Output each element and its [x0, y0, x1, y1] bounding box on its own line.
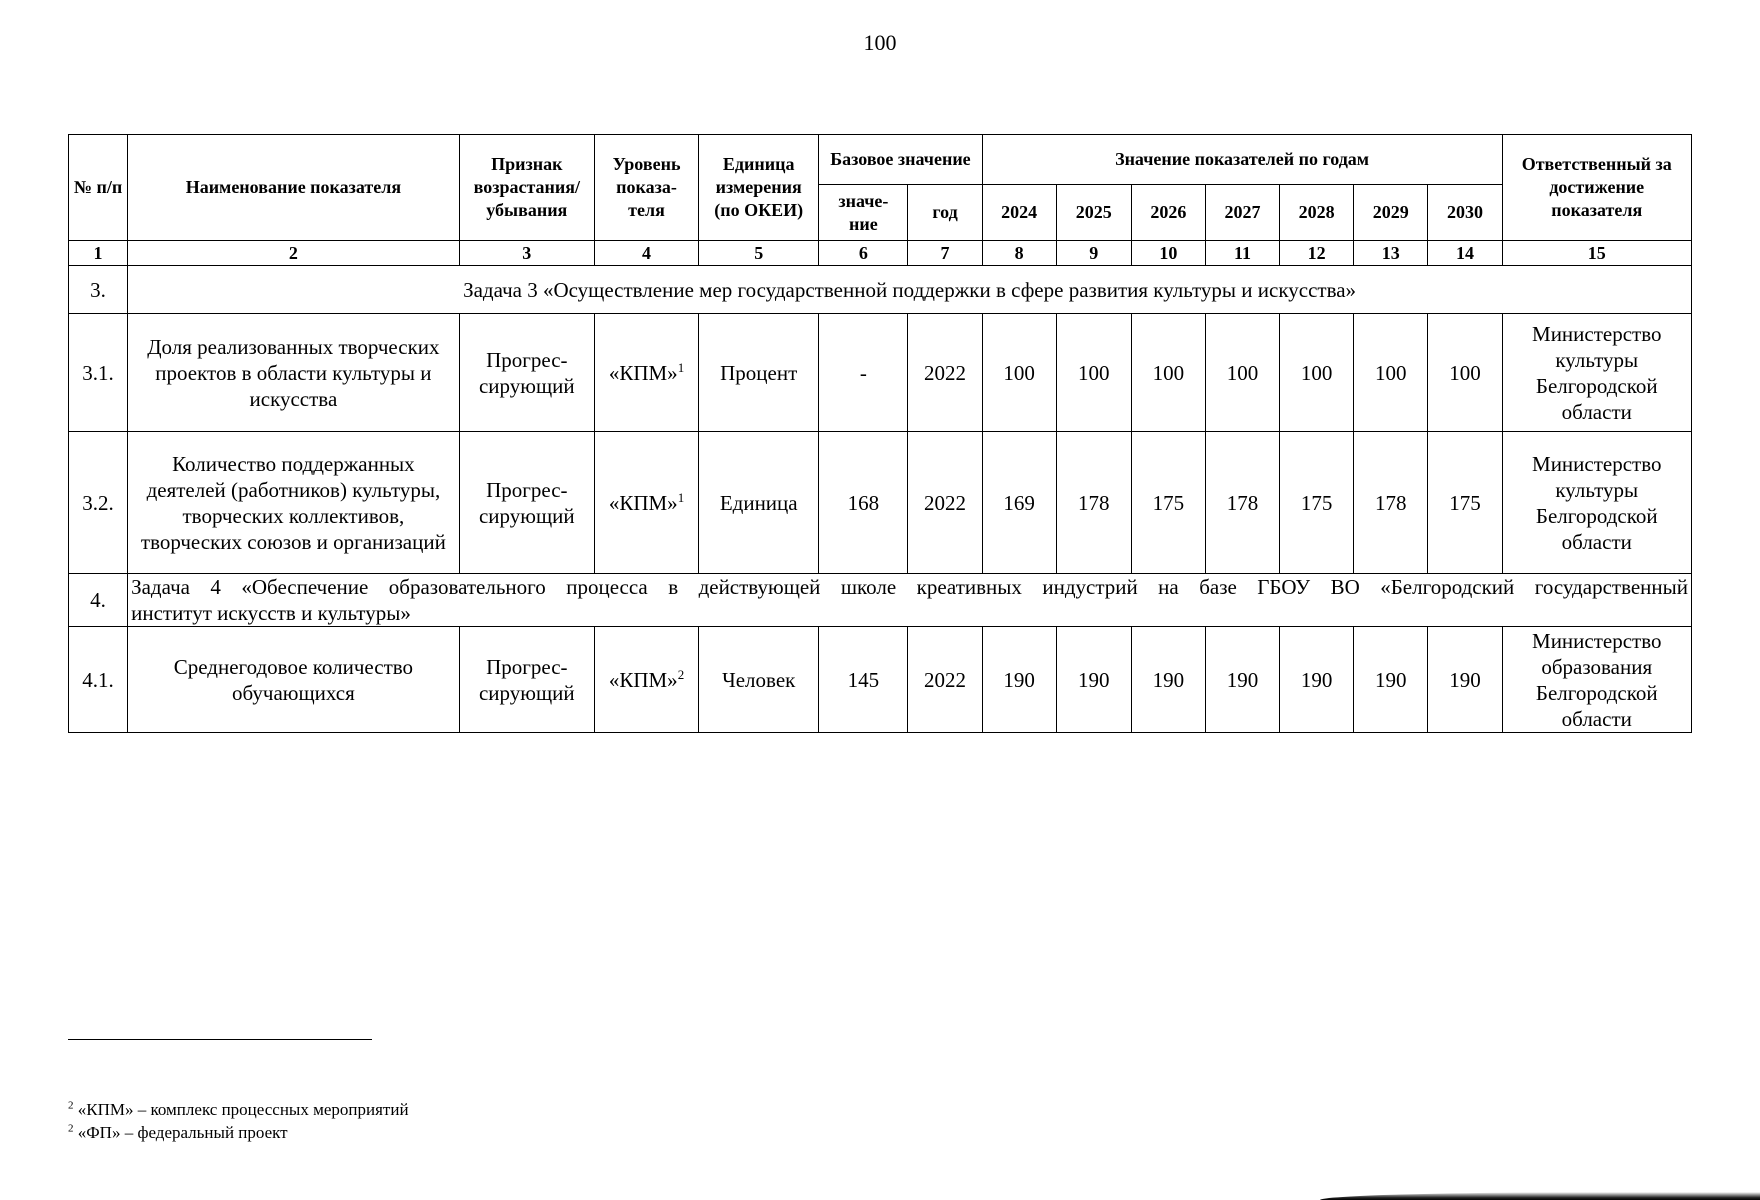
level-text: «КПМ»: [608, 360, 678, 385]
header-name: Наименование показателя: [128, 135, 460, 241]
year-value: 100: [1205, 314, 1279, 432]
indicator-unit: Единица: [699, 432, 819, 574]
column-number: 10: [1131, 241, 1205, 266]
column-number: 5: [699, 241, 819, 266]
year-value: 190: [1354, 627, 1428, 733]
header-level: Уровень показа- теля: [594, 135, 698, 241]
header-years-group: Значение показателей по годам: [982, 135, 1502, 185]
year-value: 190: [982, 627, 1056, 733]
year-value: 175: [1280, 432, 1354, 574]
task-title-line: институт искусств и культуры»: [131, 601, 411, 625]
indicators-table: [68, 134, 1692, 733]
scan-edge-shadow: [1320, 1192, 1760, 1200]
row-num: 4.1.: [69, 627, 128, 733]
column-number: 2: [128, 241, 460, 266]
level-text: «КПМ»: [608, 667, 678, 692]
year-value: 175: [1131, 432, 1205, 574]
indicator-level: [594, 432, 698, 574]
column-number: 12: [1280, 241, 1354, 266]
row-num: 3.1.: [69, 314, 128, 432]
footnote-text: «КПМ» – комплекс процессных мероприятий: [77, 1100, 409, 1119]
column-number: 9: [1056, 241, 1131, 266]
task-num: 3.: [69, 266, 128, 314]
year-value: 100: [1280, 314, 1354, 432]
header-year: 2028: [1280, 185, 1354, 241]
year-value: 190: [1280, 627, 1354, 733]
task-row: [69, 574, 1692, 627]
indicator-name: Среднегодовое количество обучающихся: [128, 627, 460, 733]
column-number: 7: [908, 241, 982, 266]
year-value: 100: [1131, 314, 1205, 432]
indicator-name: Количество поддержанных деятелей (работников) культуры, творческих коллективов, творческих союзов и организаций: [128, 432, 460, 574]
indicator-name: Доля реализованных творческих проектов в области культуры и искусства: [128, 314, 460, 432]
column-number: 8: [982, 241, 1056, 266]
year-value: 100: [982, 314, 1056, 432]
year-value: 175: [1428, 432, 1502, 574]
year-value: 178: [1205, 432, 1279, 574]
indicator-level: [594, 314, 698, 432]
base-year: 2022: [908, 314, 982, 432]
indicator-sign: Прогрес- сирующий: [459, 627, 594, 733]
year-value: 190: [1205, 627, 1279, 733]
footnote-ref: 1: [677, 489, 685, 505]
task-title-line: Задача 4 «Обеспечение образовательного процесса в действующей школе креативных индустрий на базе ГБОУ ВО «Белгородский государственный: [131, 575, 1688, 599]
column-number: 13: [1354, 241, 1428, 266]
task-title: [128, 574, 1692, 627]
indicator-sign: Прогрес- сирующий: [459, 432, 594, 574]
responsible: Министерство культуры Белгородской области: [1502, 314, 1691, 432]
footnote: [68, 1121, 409, 1144]
footnote-text: «ФП» – федеральный проект: [77, 1123, 288, 1142]
indicator-sign: Прогрес- сирующий: [459, 314, 594, 432]
column-number: 3: [459, 241, 594, 266]
header-unit: Единица измерения (по ОКЕИ): [699, 135, 819, 241]
footnotes: [68, 1098, 409, 1144]
table-row: [69, 432, 1692, 574]
year-value: 100: [1354, 314, 1428, 432]
header-responsible: Ответственный за достижение показателя: [1502, 135, 1691, 241]
task-num: 4.: [69, 574, 128, 627]
footnote-separator: [68, 1039, 372, 1040]
year-value: 178: [1056, 432, 1131, 574]
header-base: Базовое значение: [819, 135, 982, 185]
year-value: 169: [982, 432, 1056, 574]
indicator-level: [594, 627, 698, 733]
header-year: 2026: [1131, 185, 1205, 241]
header-year: 2024: [982, 185, 1056, 241]
header-year: 2029: [1354, 185, 1428, 241]
table-row: [69, 314, 1692, 432]
footnote-mark: 2: [68, 1099, 74, 1112]
header-sign: Признак возрастания/ убывания: [459, 135, 594, 241]
row-num: 3.2.: [69, 432, 128, 574]
column-number: 6: [819, 241, 908, 266]
year-value: 100: [1428, 314, 1502, 432]
footnote-mark: 2: [68, 1122, 74, 1135]
task-title: Задача 3 «Осуществление мер государственной поддержки в сфере развития культуры и искусства»: [128, 266, 1692, 314]
header-num: № п/п: [69, 135, 128, 241]
header-year: 2030: [1428, 185, 1502, 241]
header-year: 2025: [1056, 185, 1131, 241]
column-number: 11: [1205, 241, 1279, 266]
year-value: 190: [1428, 627, 1502, 733]
year-value: 178: [1354, 432, 1428, 574]
indicator-unit: Человек: [699, 627, 819, 733]
header-base-value: значе- ние: [819, 185, 908, 241]
column-number: 4: [594, 241, 698, 266]
level-text: «КПМ»: [608, 490, 678, 515]
column-number: 15: [1502, 241, 1691, 266]
column-number: 14: [1428, 241, 1502, 266]
column-number-row: [69, 241, 1692, 266]
responsible: Министерство образования Белгородской области: [1502, 627, 1691, 733]
task-row: [69, 266, 1692, 314]
indicator-unit: Процент: [699, 314, 819, 432]
footnote: [68, 1098, 409, 1121]
year-value: 190: [1056, 627, 1131, 733]
base-value: 168: [819, 432, 908, 574]
footnote-ref: 1: [677, 359, 685, 375]
year-value: 190: [1131, 627, 1205, 733]
footnote-ref: 2: [677, 666, 685, 682]
header-year: 2027: [1205, 185, 1279, 241]
header-row-1: [69, 135, 1692, 185]
page-number: 100: [863, 30, 897, 55]
base-year: 2022: [908, 627, 982, 733]
table-row: [69, 627, 1692, 733]
base-value: -: [819, 314, 908, 432]
year-value: 100: [1056, 314, 1131, 432]
header-base-year: год: [908, 185, 982, 241]
base-value: 145: [819, 627, 908, 733]
column-number: 1: [69, 241, 128, 266]
base-year: 2022: [908, 432, 982, 574]
responsible: Министерство культуры Белгородской области: [1502, 432, 1691, 574]
